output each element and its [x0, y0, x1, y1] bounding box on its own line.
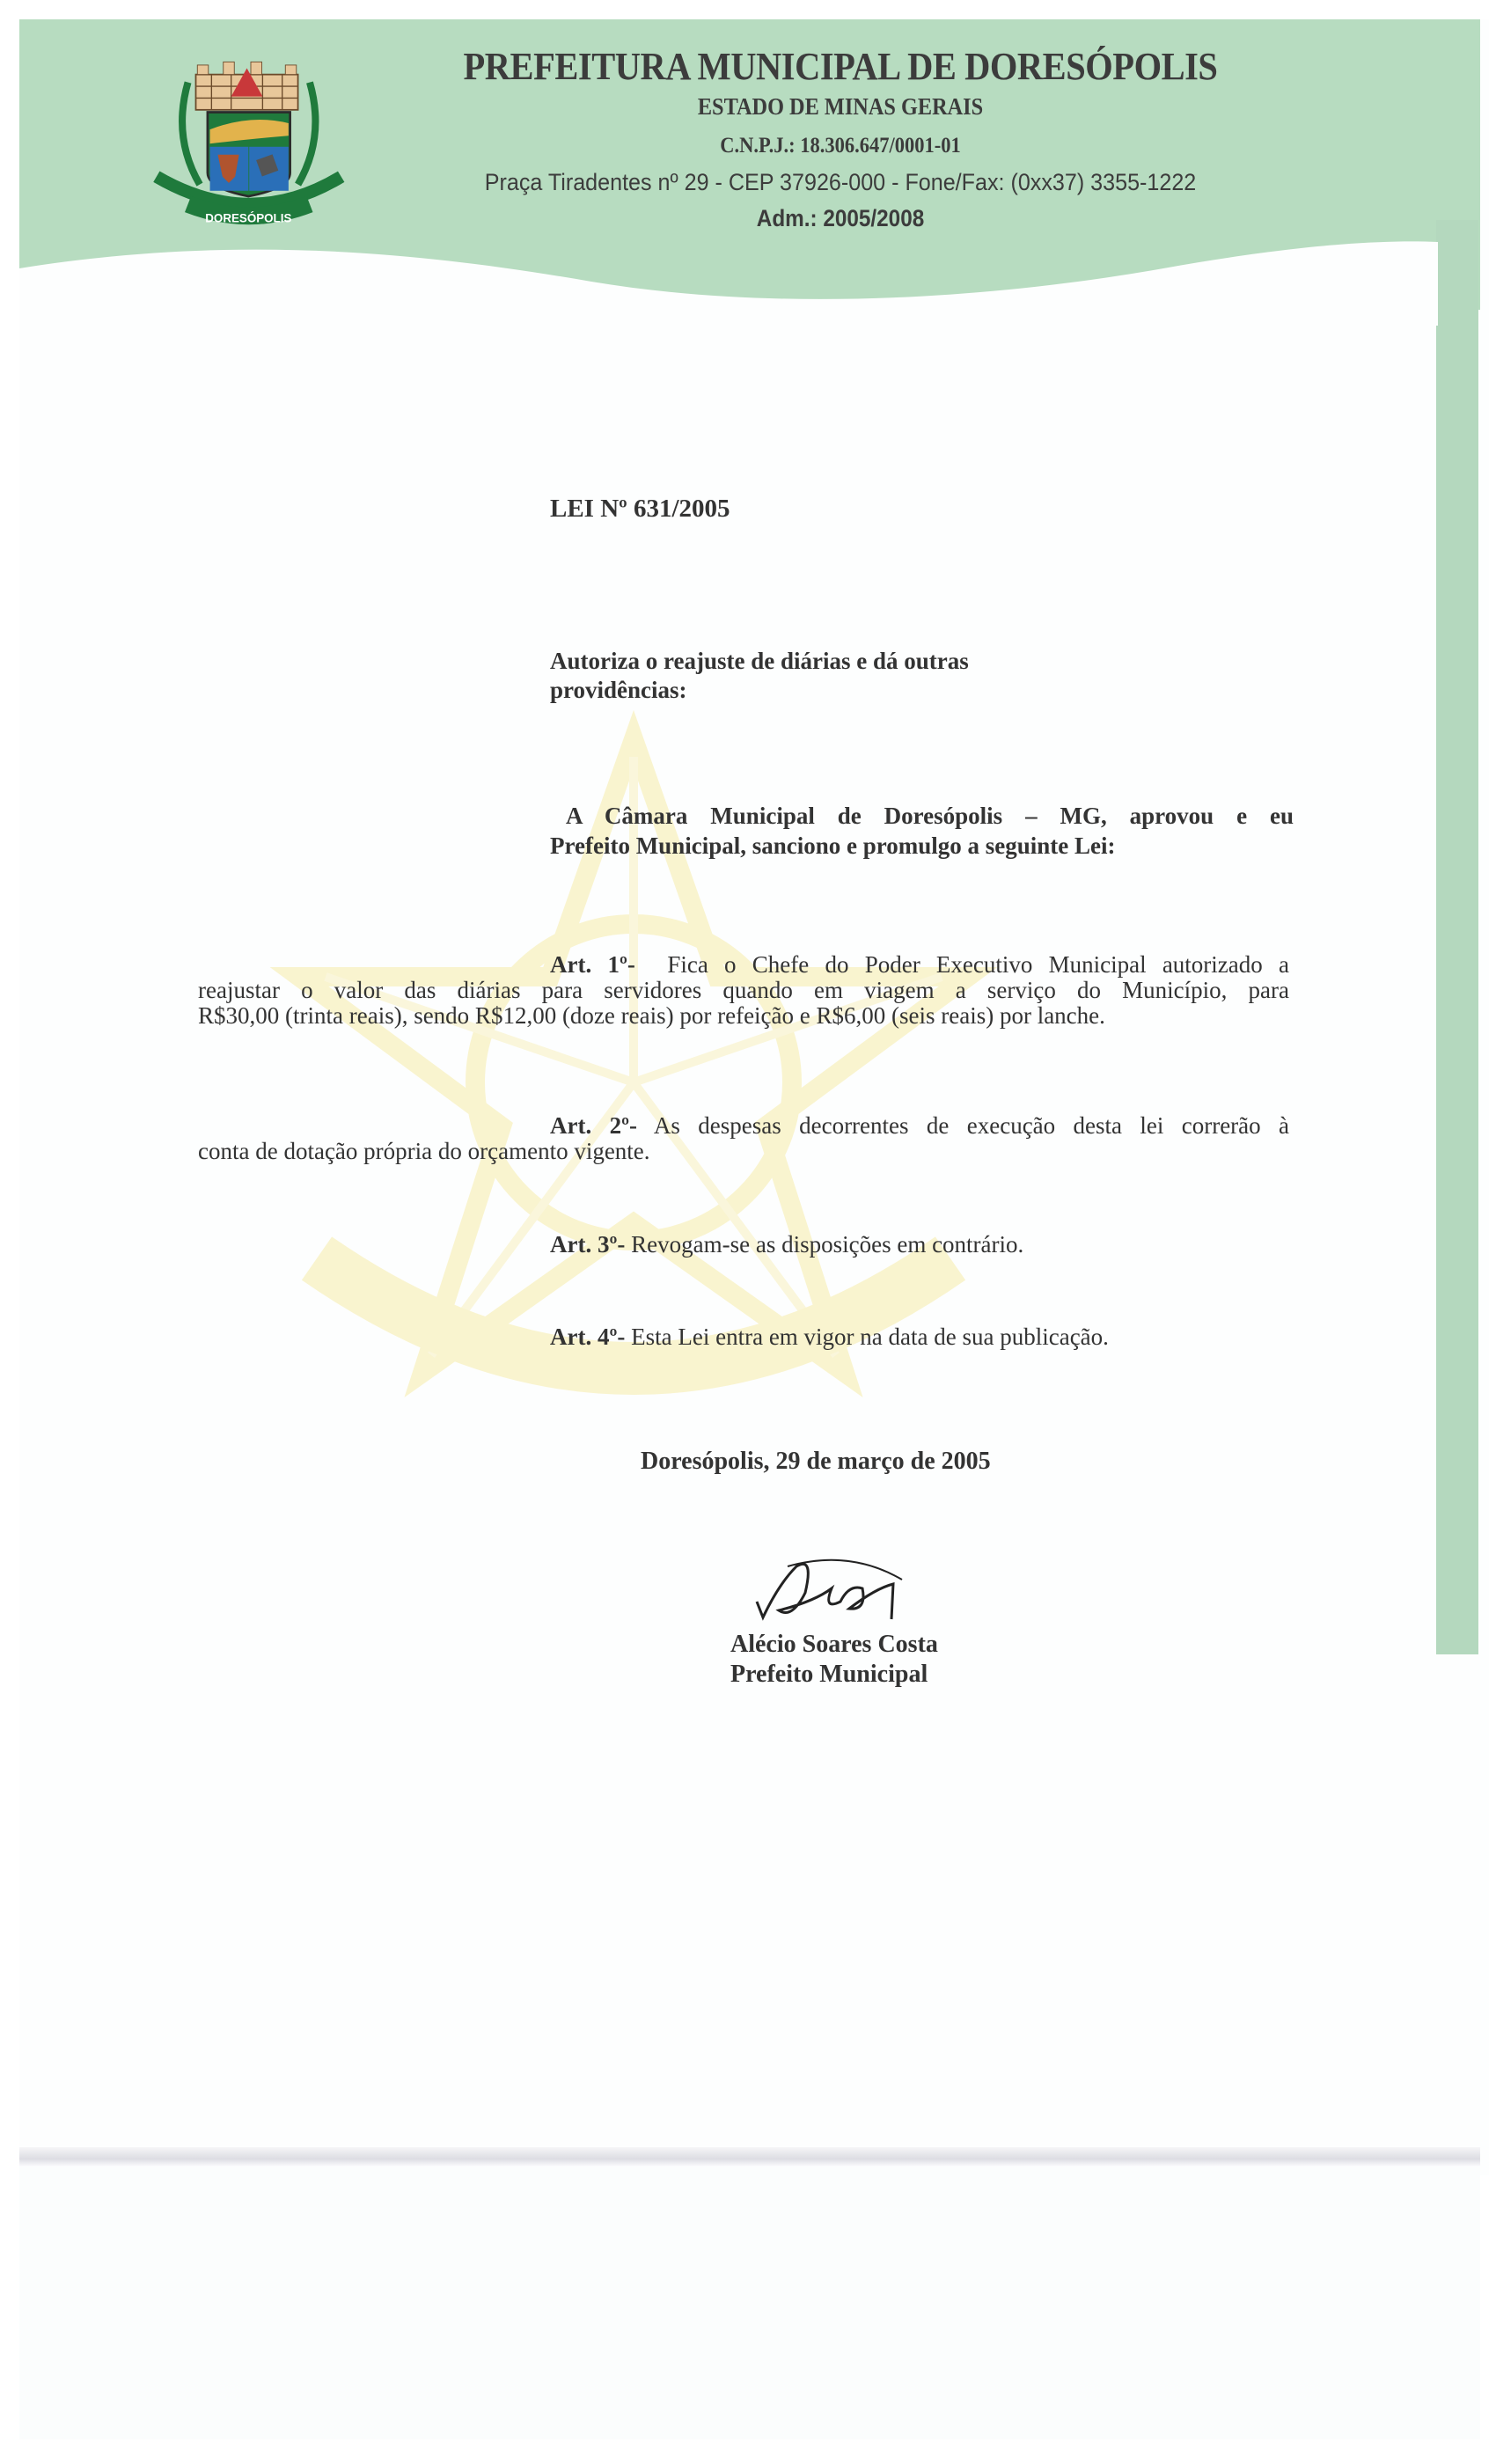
- article-text: Esta Lei entra em vigor na data de sua publicação.: [631, 1324, 1109, 1350]
- article-label: Art. 4º-: [550, 1324, 626, 1350]
- administration-period: Adm.: 2005/2008: [756, 205, 925, 231]
- article-text: As despesas decorrentes de execução desta lei correrão à: [653, 1112, 1289, 1139]
- law-summary: Autoriza o reajuste de diárias e dá outras providências:: [550, 648, 969, 703]
- side-color-band: [1436, 220, 1478, 1654]
- article-text: Revogam-se as disposições em contrário.: [631, 1231, 1024, 1258]
- article-text: reajustar o valor das diárias para servidores quando em viagem a serviço do Município, para: [198, 977, 1289, 1003]
- article-text: R$30,00 (trinta reais), sendo R$12,00 (doze reais) por refeição e R$6,00 (seis reais) por lanche.: [198, 1002, 1105, 1029]
- preamble-line-2: Prefeito Municipal, sanciono e promulgo a seguinte Lei:: [550, 832, 1116, 859]
- article-4: [198, 1324, 1289, 1350]
- article-label: Art. 3º-: [550, 1231, 626, 1258]
- article-3: [198, 1232, 1289, 1258]
- preamble-line-1: A Câmara Municipal de Doresópolis – MG, aprovou e eu: [566, 803, 1294, 829]
- article-2: [198, 1113, 1289, 1164]
- state-name: ESTADO DE MINAS GERAIS: [697, 93, 984, 120]
- place-and-date: Doresópolis, 29 de março de 2005: [641, 1448, 991, 1475]
- lower-sheet: [19, 2167, 1480, 2439]
- signer-block: [730, 1630, 938, 1690]
- law-number: LEI Nº 631/2005: [550, 495, 730, 523]
- article-text: conta de dotação própria do orçamento vigente.: [198, 1138, 650, 1164]
- article-1: [198, 952, 1289, 1029]
- municipal-crest-icon: [141, 44, 361, 246]
- municipality-title: PREFEITURA MUNICIPAL DE DORESÓPOLIS: [463, 45, 1218, 88]
- article-label: Art. 2º-: [550, 1112, 637, 1139]
- svg-text:DORESÓPOLIS: DORESÓPOLIS: [205, 211, 292, 225]
- article-text: Fica o Chefe do Poder Executivo Municipal autorizado a: [667, 951, 1289, 978]
- preamble: [550, 801, 1294, 861]
- article-label: Art. 1º-: [550, 951, 635, 978]
- paper-fold-shadow: [19, 2147, 1480, 2167]
- signer-name: Alécio Soares Costa: [730, 1631, 938, 1658]
- address-line: Praça Tiradentes nº 29 - CEP 37926-000 - Fone/Fax: (0xx37) 3355-1222: [484, 169, 1197, 195]
- cnpj: C.N.P.J.: 18.306.647/0001-01: [720, 134, 961, 158]
- signature-icon: [752, 1549, 911, 1637]
- signer-title: Prefeito Municipal: [730, 1661, 928, 1688]
